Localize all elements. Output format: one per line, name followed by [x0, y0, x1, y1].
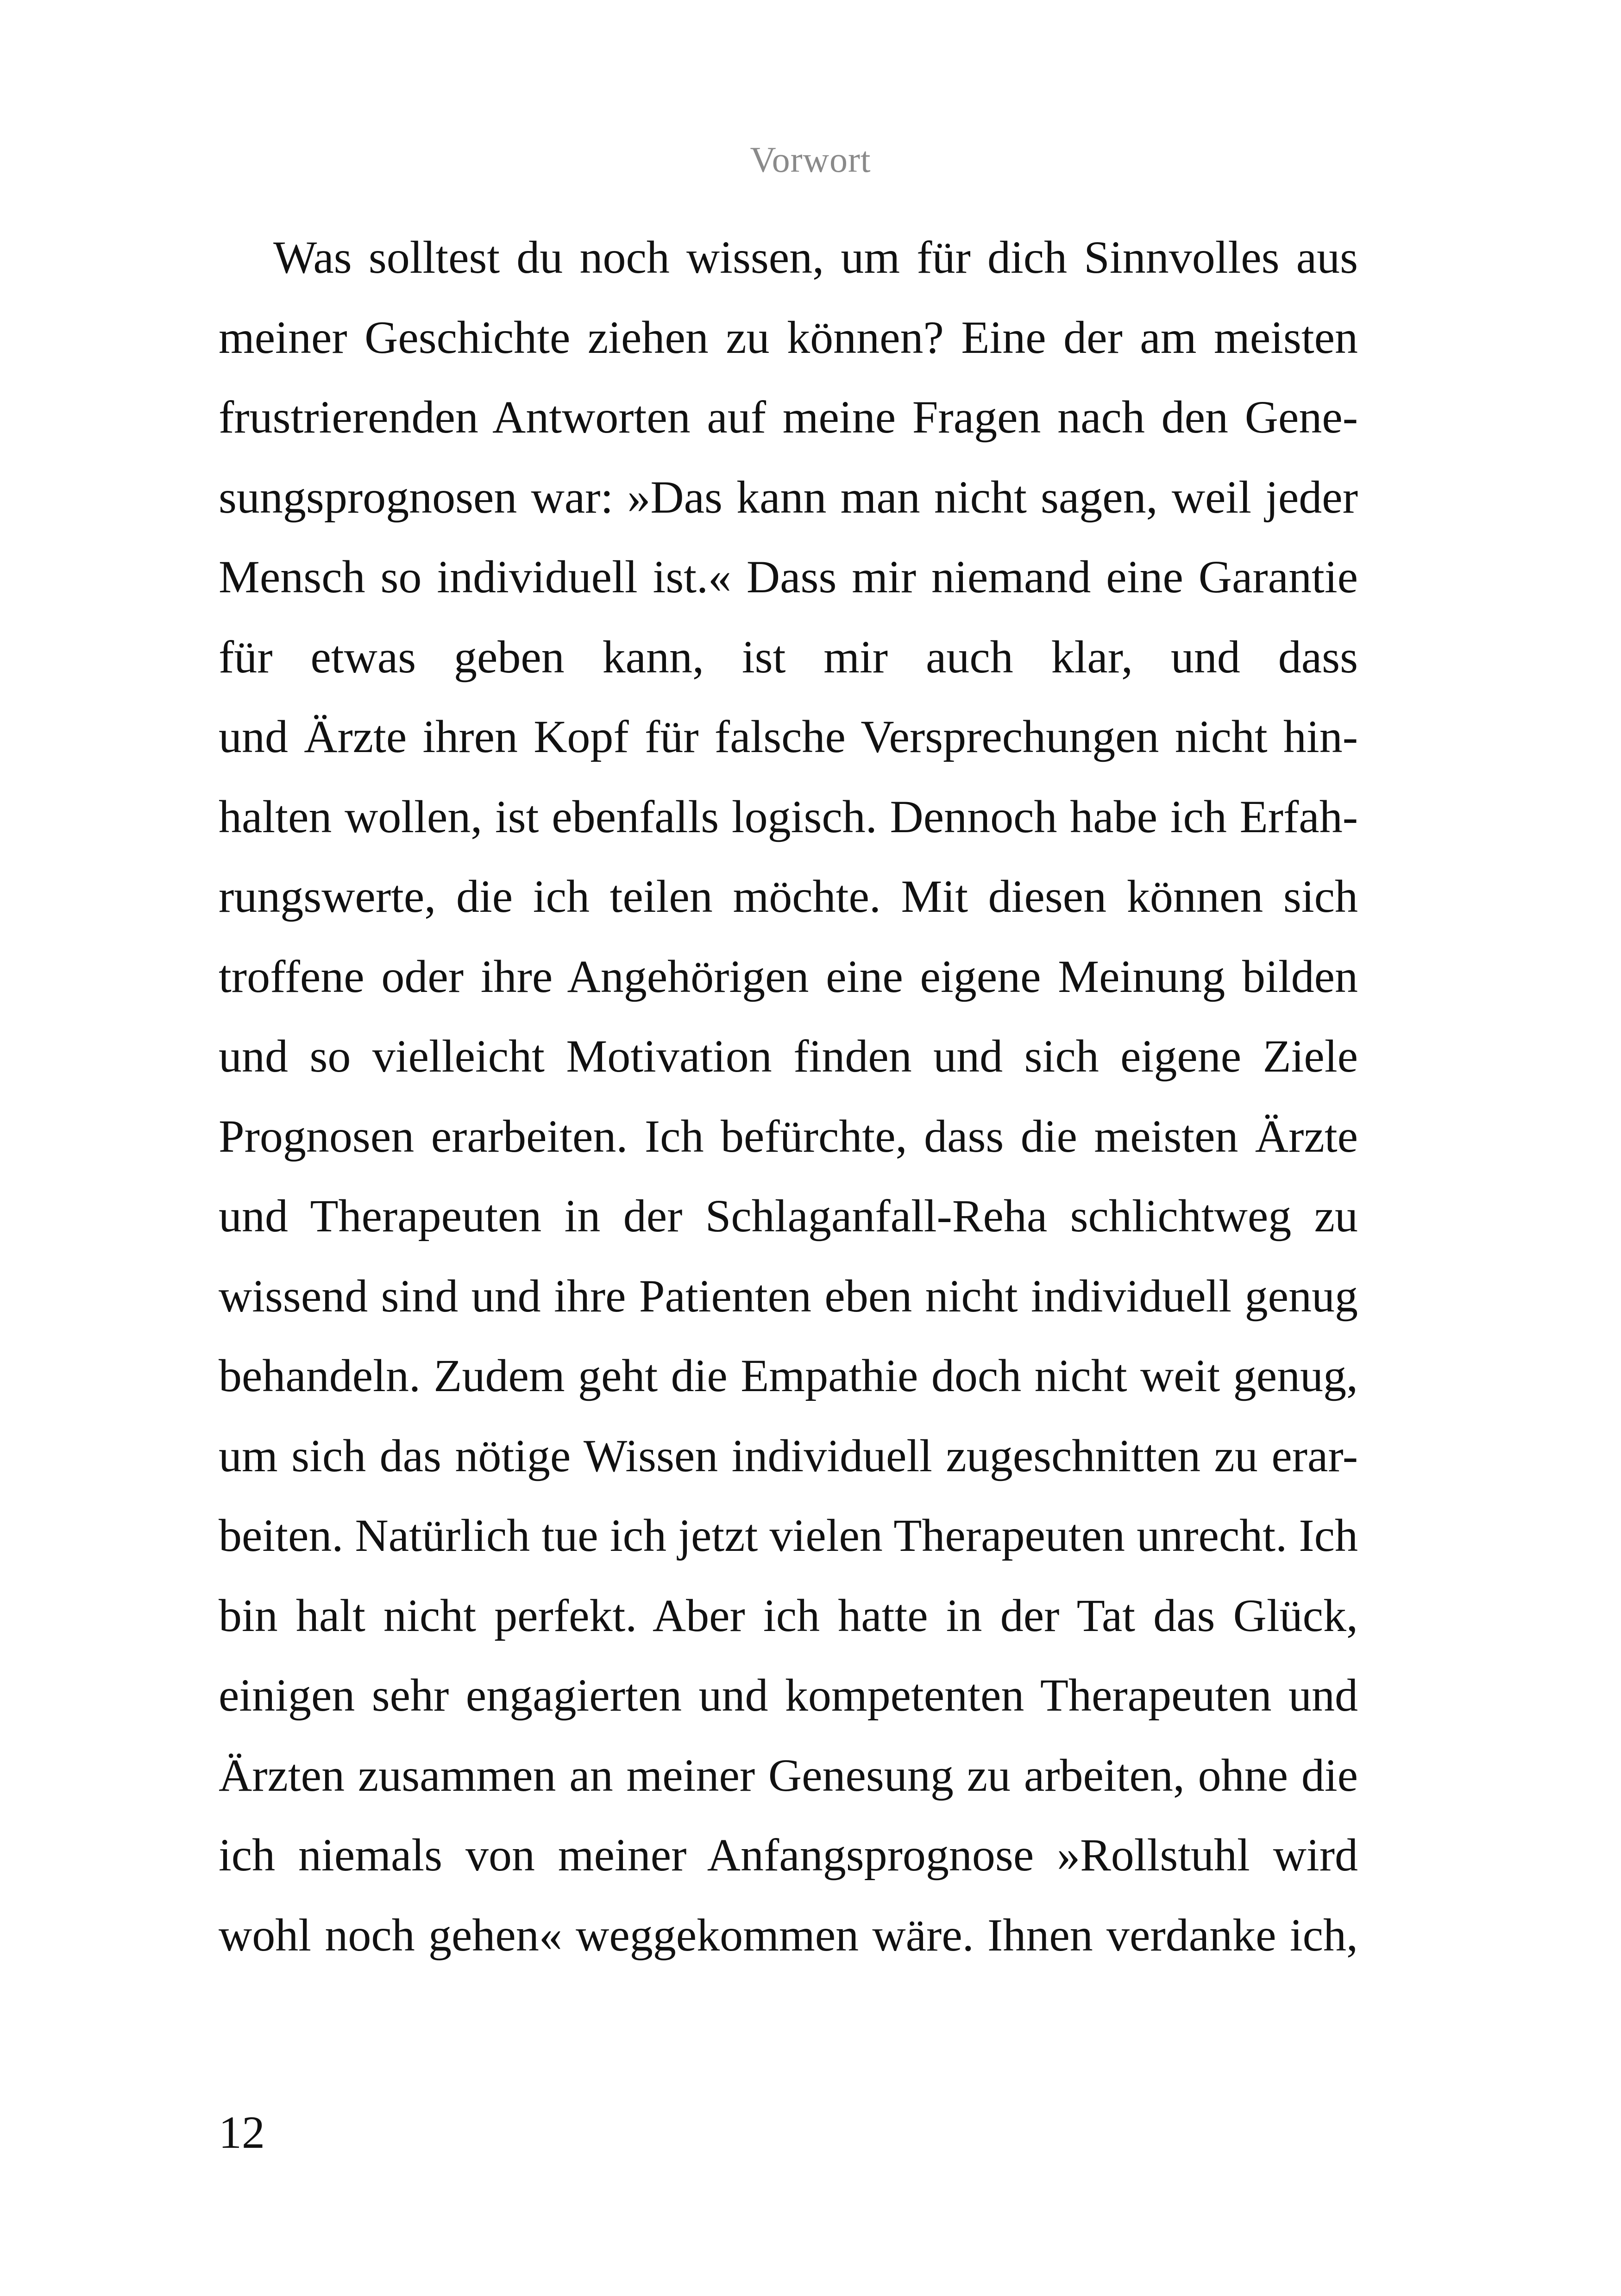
text-line: und Ärzte ihren Kopf für falsche Versprechungen nicht hin- [219, 711, 1358, 762]
text-line: rungswerte, die ich teilen möchte. Mit diesen können sich [219, 871, 1358, 922]
text-line: wohl noch gehen« weggekommen wäre. Ihnen verdanke ich, [219, 1909, 1358, 1961]
body-text [219, 218, 1358, 1975]
text-line: troffene oder ihre Angehörigen eine eigene Meinung bilden [219, 950, 1358, 1002]
text-line: um sich das nötige Wissen individuell zugeschnitten zu erar- [219, 1430, 1358, 1481]
running-head: Vorwort [750, 139, 871, 180]
text-line: ich niemals von meiner Anfangsprognose »Rollstuhl wird [219, 1829, 1358, 1881]
text-line: beiten. Natürlich tue ich jetzt vielen Therapeuten unrecht. Ich [219, 1510, 1358, 1561]
text-line: Ärzten zusammen an meiner Genesung zu arbeiten, ohne die [219, 1749, 1358, 1801]
text-line: und Therapeuten in der Schlaganfall-Reha schlichtweg zu [219, 1190, 1358, 1242]
text-line: behandeln. Zudem geht die Empathie doch nicht weit genug, [219, 1350, 1358, 1401]
text-line: Prognosen erarbeiten. Ich befürchte, dass die meisten Ärzte [219, 1110, 1358, 1162]
text-line: halten wollen, ist ebenfalls logisch. Dennoch habe ich Erfah- [219, 790, 1358, 842]
page-number: 12 [219, 2107, 265, 2158]
text-line: sungsprognosen war: »Das kann man nicht sagen, weil jeder [219, 471, 1358, 523]
text-line: meiner Geschichte ziehen zu können? Eine der am meisten [219, 311, 1358, 363]
text-line: Mensch so individuell ist.« Dass mir niemand eine Garantie [219, 551, 1358, 602]
text-line: für etwas geben kann, ist mir auch klar, und dass [219, 631, 1358, 683]
text-line: Was solltest du noch wissen, um für dich Sinnvolles aus [273, 232, 1358, 283]
text-line: bin halt nicht perfekt. Aber ich hatte in der Tat das Glück, [219, 1589, 1358, 1641]
text-line: frustrierenden Antworten auf meine Fragen nach den Gene- [219, 391, 1358, 443]
text-line: wissend sind und ihre Patienten eben nicht individuell genug [219, 1270, 1358, 1322]
text-line: und so vielleicht Motivation finden und sich eigene Ziele [219, 1030, 1358, 1082]
text-line: einigen sehr engagierten und kompetenten Therapeuten und [219, 1669, 1358, 1721]
